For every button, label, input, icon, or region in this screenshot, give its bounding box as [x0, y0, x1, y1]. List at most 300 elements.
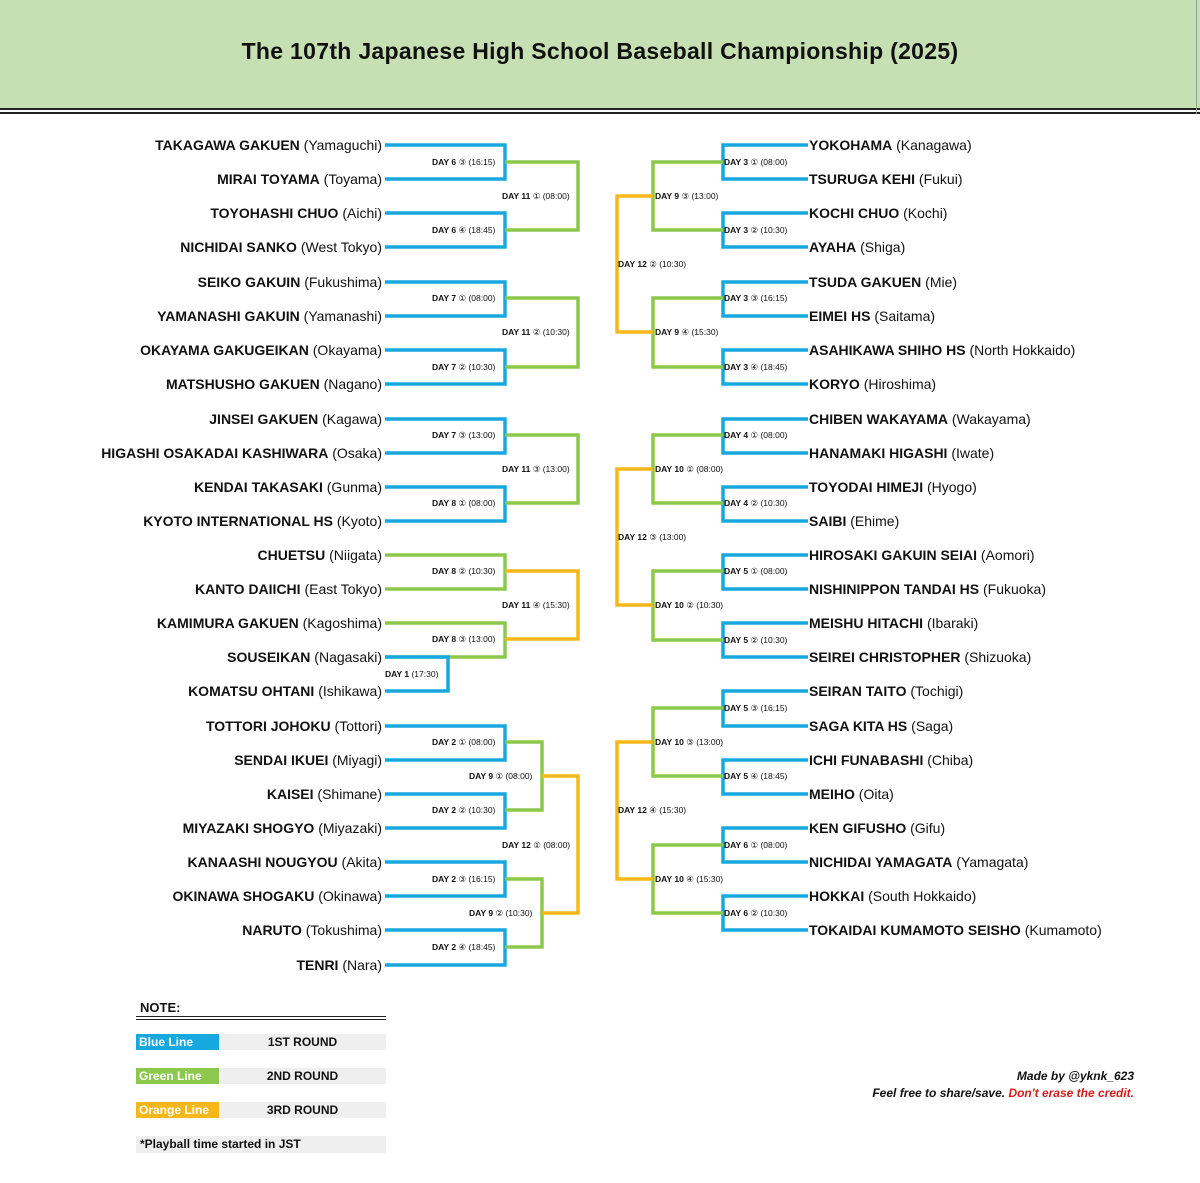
- left-match-label-13: [432, 942, 495, 953]
- match-day: DAY 5: [724, 703, 749, 713]
- right-team-11: [809, 478, 977, 496]
- team-prefecture: (Tottori): [330, 718, 382, 734]
- note-jst: *Playball time started in JST: [136, 1136, 386, 1153]
- match-day: DAY 10: [655, 737, 684, 747]
- match-day: DAY 5: [724, 566, 749, 576]
- team-prefecture: (Miyazaki): [314, 820, 382, 836]
- match-day: DAY 2: [432, 737, 457, 747]
- match-day: DAY 6: [724, 840, 749, 850]
- match-slot: ②: [493, 908, 504, 918]
- legend-text-round3: 3RD ROUND: [266, 1103, 339, 1117]
- team-prefecture: (Mie): [921, 274, 958, 290]
- team-prefecture: (Nagano): [319, 376, 382, 392]
- left-match-label-14: [502, 191, 570, 202]
- match-slot: ②: [748, 635, 759, 645]
- team-prefecture: (Okayama): [308, 342, 382, 358]
- right-team-1: [809, 136, 972, 154]
- match-time: (15:30): [693, 874, 724, 884]
- match-slot: ②: [748, 498, 759, 508]
- team-prefecture: (Aomori): [977, 547, 1035, 563]
- match-slot: ①: [683, 464, 694, 474]
- match-time: (08:00): [758, 430, 788, 440]
- legend-swatch-blue: Blue Line: [136, 1034, 219, 1050]
- team-prefecture: (West Tokyo): [296, 239, 382, 255]
- note-title: NOTE:: [140, 1000, 181, 1015]
- right-match-label-14: [655, 327, 718, 338]
- right-team-9: [809, 410, 1031, 428]
- match-day: DAY 12: [618, 805, 647, 815]
- right-match-label-8: [724, 635, 787, 646]
- right-team-19: [809, 751, 973, 769]
- match-time: (13:00): [466, 430, 496, 440]
- match-day: DAY 8: [432, 634, 457, 644]
- left-match-label-15: [502, 327, 570, 338]
- match-slot: ③: [646, 532, 657, 542]
- match-day: DAY 1: [385, 669, 410, 679]
- left-team-21: [183, 819, 382, 837]
- match-slot: ③: [456, 157, 467, 167]
- match-slot: ②: [748, 908, 759, 918]
- match-day: DAY 5: [724, 635, 749, 645]
- team-name: KEN GIFUSHO: [809, 820, 907, 836]
- team-prefecture: (Miyagi): [328, 752, 382, 768]
- right-match-label-5: [724, 430, 787, 441]
- legend-row-round2: [136, 1068, 386, 1084]
- match-time: (10:30): [503, 908, 533, 918]
- match-day: DAY 3: [724, 225, 749, 235]
- match-time: (10:30): [466, 362, 496, 372]
- match-time: (08:00): [693, 464, 724, 474]
- match-slot: ②: [456, 805, 467, 815]
- left-team-19: [234, 751, 382, 769]
- right-match-label-10: [724, 771, 787, 782]
- match-slot: ①: [530, 840, 541, 850]
- legend-swatch-orange: Orange Line: [136, 1102, 219, 1118]
- right-match-label-2: [724, 225, 787, 236]
- match-day: DAY 3: [724, 362, 749, 372]
- match-day: DAY 7: [432, 293, 457, 303]
- match-time: (18:45): [758, 362, 788, 372]
- team-prefecture: (Yamaguchi): [299, 137, 382, 153]
- team-name: SOUSEIKAN: [227, 649, 311, 665]
- left-match-label-1: [432, 157, 495, 168]
- team-prefecture: (Kyoto): [332, 513, 382, 529]
- match-slot: ①: [748, 840, 759, 850]
- left-team-9: [209, 410, 382, 428]
- match-time: (18:45): [466, 225, 496, 235]
- match-slot: ③: [456, 874, 467, 884]
- left-match-label-2: [432, 225, 495, 236]
- right-match-label-19: [618, 259, 686, 270]
- match-time: (18:45): [466, 942, 496, 952]
- team-prefecture: (Kochi): [899, 205, 948, 221]
- match-slot: ①: [748, 157, 759, 167]
- match-day: DAY 2: [432, 942, 457, 952]
- match-time: (10:30): [693, 600, 724, 610]
- team-name: ASAHIKAWA SHIHO HS: [809, 342, 966, 358]
- right-match-label-16: [655, 600, 723, 611]
- right-match-label-20: [618, 532, 686, 543]
- match-day: DAY 4: [724, 430, 749, 440]
- team-prefecture: (Hiroshima): [859, 376, 937, 392]
- match-time: (18:45): [758, 771, 788, 781]
- match-time: (15:30): [656, 805, 687, 815]
- left-team-17: [188, 682, 382, 700]
- team-prefecture: (Saga): [907, 718, 954, 734]
- match-slot: ②: [683, 600, 694, 610]
- team-prefecture: (Fukui): [915, 171, 963, 187]
- match-slot: ①: [748, 566, 759, 576]
- page-title: The 107th Japanese High School Baseball Championship (2025): [241, 38, 959, 64]
- team-name: AYAHA: [809, 239, 857, 255]
- right-team-17: [809, 682, 963, 700]
- team-prefecture: (Tochigi): [906, 683, 964, 699]
- team-prefecture: (Kumamoto): [1020, 922, 1102, 938]
- team-prefecture: (Shiga): [856, 239, 906, 255]
- team-prefecture: (Niigata): [325, 547, 382, 563]
- match-time: (10:30): [656, 259, 687, 269]
- match-time: (08:00): [466, 498, 496, 508]
- left-team-23: [172, 887, 382, 905]
- left-team-25: [296, 956, 382, 974]
- left-team-6: [157, 307, 382, 325]
- right-match-label-11: [724, 840, 787, 851]
- left-match-label-4: [432, 362, 495, 373]
- team-name: HOKKAI: [809, 888, 865, 904]
- team-name: JINSEI GAKUEN: [209, 411, 319, 427]
- match-time: (13:00): [693, 737, 724, 747]
- match-slot: ②: [646, 259, 657, 269]
- left-match-label-9: [385, 669, 438, 680]
- right-match-label-13: [655, 191, 718, 202]
- right-team-16: [809, 648, 1031, 666]
- match-time: (08:00): [758, 157, 788, 167]
- team-name: KAISEI: [266, 786, 314, 802]
- match-time: (08:00): [466, 737, 496, 747]
- right-match-label-6: [724, 498, 787, 509]
- match-time: (10:30): [758, 225, 788, 235]
- team-prefecture: (Shimane): [313, 786, 382, 802]
- match-slot: ①: [530, 191, 541, 201]
- team-name: MATSHUSHO GAKUEN: [165, 376, 320, 392]
- right-team-8: [809, 375, 936, 393]
- match-time: (08:00): [466, 293, 496, 303]
- team-name: MEISHU HITACHI: [809, 615, 924, 631]
- credit-author: Made by @yknk_623: [1016, 1069, 1134, 1083]
- team-name: NARUTO: [242, 922, 302, 938]
- team-name: OKINAWA SHOGAKU: [172, 888, 315, 904]
- legend-swatch-green: Green Line: [136, 1068, 219, 1084]
- right-team-14: [809, 580, 1046, 598]
- left-match-label-10: [432, 737, 495, 748]
- team-name: OKAYAMA GAKUGEIKAN: [140, 342, 309, 358]
- match-slot: ①: [748, 430, 759, 440]
- team-name: MIYAZAKI SHOGYO: [182, 820, 315, 836]
- match-slot: ①: [456, 498, 467, 508]
- team-name: HIGASHI OSAKADAI KASHIWARA: [101, 445, 329, 461]
- left-match-label-16: [502, 464, 570, 475]
- match-time: (16:15): [466, 157, 496, 167]
- team-prefecture: (North Hokkaido): [965, 342, 1076, 358]
- match-time: (10:30): [758, 635, 788, 645]
- match-day: DAY 11: [502, 464, 531, 474]
- match-day: DAY 9: [469, 771, 494, 781]
- team-name: KYOTO INTERNATIONAL HS: [143, 513, 333, 529]
- left-match-label-5: [432, 430, 495, 441]
- left-team-4: [180, 238, 382, 256]
- team-name: SAIBI: [809, 513, 847, 529]
- match-day: DAY 2: [432, 805, 457, 815]
- team-prefecture: (Okinawa): [314, 888, 382, 904]
- match-slot: ①: [493, 771, 504, 781]
- team-prefecture: (Toyama): [319, 171, 382, 187]
- match-time: (10:30): [758, 908, 788, 918]
- match-slot: ①: [456, 293, 467, 303]
- note-rule-1: [136, 1016, 386, 1017]
- right-team-7: [809, 341, 1075, 359]
- team-name: MIRAI TOYAMA: [217, 171, 320, 187]
- team-prefecture: (Kagoshima): [298, 615, 382, 631]
- team-name: TAKAGAWA GAKUEN: [155, 137, 300, 153]
- match-slot: ④: [679, 327, 690, 337]
- credit-warning: Don't erase the credit.: [1008, 1086, 1134, 1100]
- team-prefecture: (South Hokkaido): [864, 888, 977, 904]
- right-team-5: [809, 273, 957, 291]
- team-prefecture: (Nagasaki): [310, 649, 382, 665]
- left-match-label-12: [432, 874, 495, 885]
- right-team-3: [809, 204, 947, 222]
- team-name: TSURUGA KEHI: [809, 171, 916, 187]
- match-day: DAY 9: [655, 327, 680, 337]
- team-name: SEIREI CHRISTOPHER: [809, 649, 961, 665]
- team-prefecture: (Akita): [337, 854, 382, 870]
- match-time: (13:00): [466, 634, 496, 644]
- match-time: (08:00): [503, 771, 533, 781]
- team-name: ICHI FUNABASHI: [809, 752, 924, 768]
- team-name: YOKOHAMA: [809, 137, 893, 153]
- match-day: DAY 3: [724, 293, 749, 303]
- team-prefecture: (Ibaraki): [923, 615, 979, 631]
- team-name: KANTO DAIICHI: [195, 581, 301, 597]
- match-day: DAY 12: [502, 840, 531, 850]
- team-prefecture: (Nara): [338, 957, 382, 973]
- left-team-2: [217, 170, 382, 188]
- right-team-24: [809, 921, 1102, 939]
- match-slot: ④: [748, 362, 759, 372]
- team-prefecture: (Aichi): [338, 205, 382, 221]
- match-day: DAY 10: [655, 600, 684, 610]
- match-day: DAY 6: [432, 225, 457, 235]
- right-team-12: [809, 512, 899, 530]
- match-slot: ③: [748, 703, 759, 713]
- team-name: SEIRAN TAITO: [809, 683, 907, 699]
- team-prefecture: (Wakayama): [947, 411, 1031, 427]
- match-slot: ④: [683, 874, 694, 884]
- match-time: (10:30): [466, 566, 496, 576]
- legend-row-round3: [136, 1102, 386, 1118]
- match-day: DAY 5: [724, 771, 749, 781]
- team-name: NICHIDAI SANKO: [180, 239, 297, 255]
- left-team-7: [140, 341, 382, 359]
- team-prefecture: (Ehime): [846, 513, 900, 529]
- right-team-15: [809, 614, 978, 632]
- left-match-label-3: [432, 293, 495, 304]
- match-time: (16:15): [758, 293, 788, 303]
- left-match-label-6: [432, 498, 495, 509]
- match-time: (13:00): [656, 532, 687, 542]
- credit-share-text: Feel free to share/save.: [872, 1086, 1006, 1100]
- team-name: CHUETSU: [257, 547, 326, 563]
- team-name: TOYOHASHI CHUO: [210, 205, 339, 221]
- team-prefecture: (East Tokyo): [300, 581, 382, 597]
- match-day: DAY 8: [432, 498, 457, 508]
- match-time: (15:30): [689, 327, 719, 337]
- right-team-18: [809, 717, 953, 735]
- match-day: DAY 9: [655, 191, 680, 201]
- team-name: CHIBEN WAKAYAMA: [809, 411, 948, 427]
- match-day: DAY 6: [724, 908, 749, 918]
- team-name: KENDAI TAKASAKI: [194, 479, 323, 495]
- left-team-8: [166, 375, 382, 393]
- match-day: DAY 6: [432, 157, 457, 167]
- team-name: TOTTORI JOHOKU: [205, 718, 331, 734]
- right-team-20: [809, 785, 894, 803]
- match-time: (08:00): [540, 840, 571, 850]
- credit: [872, 1068, 1134, 1102]
- match-slot: ③: [530, 464, 541, 474]
- match-slot: ④: [456, 942, 467, 952]
- match-slot: ③: [683, 737, 694, 747]
- left-team-15: [157, 614, 382, 632]
- match-day: DAY 7: [432, 430, 457, 440]
- left-team-24: [242, 921, 382, 939]
- match-time: (08:00): [758, 840, 788, 850]
- team-name: KAMIMURA GAKUEN: [156, 615, 299, 631]
- credit-share: [872, 1085, 1134, 1102]
- team-name: SEIKO GAKUIN: [197, 274, 301, 290]
- left-team-13: [258, 546, 382, 564]
- left-team-5: [198, 273, 382, 291]
- right-team-22: [809, 853, 1028, 871]
- match-day: DAY 4: [724, 498, 749, 508]
- match-slot: ④: [456, 225, 467, 235]
- left-team-1: [155, 136, 382, 154]
- right-team-23: [809, 887, 976, 905]
- right-team-13: [809, 546, 1035, 564]
- match-time: (10:30): [466, 805, 496, 815]
- team-name: NICHIDAI YAMAGATA: [809, 854, 953, 870]
- team-name: KOMATSU OHTANI: [188, 683, 315, 699]
- team-prefecture: (Fukuoka): [979, 581, 1047, 597]
- right-match-label-15: [655, 464, 723, 475]
- match-day: DAY 3: [724, 157, 749, 167]
- note-rule-2: [136, 1019, 386, 1020]
- left-match-label-7: [432, 566, 495, 577]
- team-name: EIMEI HS: [809, 308, 871, 324]
- match-slot: ③: [679, 191, 690, 201]
- team-prefecture: (Gifu): [906, 820, 946, 836]
- left-team-18: [206, 717, 382, 735]
- team-prefecture: (Ishikawa): [314, 683, 382, 699]
- match-day: DAY 9: [469, 908, 494, 918]
- left-team-14: [195, 580, 382, 598]
- match-slot: ③: [456, 430, 467, 440]
- team-name: KORYO: [809, 376, 860, 392]
- team-prefecture: (Tokushima): [301, 922, 382, 938]
- team-name: KOCHI CHUO: [809, 205, 900, 221]
- team-name: SAGA KITA HS: [809, 718, 908, 734]
- team-name: HANAMAKI HIGASHI: [809, 445, 948, 461]
- team-prefecture: (Kanagawa): [892, 137, 972, 153]
- right-match-label-4: [724, 362, 787, 373]
- left-team-11: [194, 478, 382, 496]
- team-name: NISHINIPPON TANDAI HS: [809, 581, 980, 597]
- match-time: (10:30): [758, 498, 788, 508]
- match-time: (16:15): [466, 874, 496, 884]
- team-prefecture: (Yamagata): [952, 854, 1029, 870]
- left-team-22: [188, 853, 382, 871]
- match-time: (16:15): [758, 703, 788, 713]
- match-slot: ②: [530, 327, 541, 337]
- team-name: TSUDA GAKUEN: [809, 274, 922, 290]
- right-match-label-1: [724, 157, 787, 168]
- match-day: DAY 10: [655, 464, 684, 474]
- team-prefecture: (Chiba): [923, 752, 974, 768]
- match-time: (15:30): [540, 600, 570, 610]
- team-prefecture: (Fukushima): [300, 274, 382, 290]
- left-match-label-19: [469, 908, 532, 919]
- match-day: DAY 11: [502, 327, 531, 337]
- legend-row-round1: [136, 1034, 386, 1050]
- right-match-label-9: [724, 703, 787, 714]
- team-prefecture: (Yamanashi): [299, 308, 382, 324]
- match-slot: ②: [456, 566, 467, 576]
- match-time: (13:00): [689, 191, 719, 201]
- match-time: (10:30): [540, 327, 570, 337]
- match-slot: ④: [748, 771, 759, 781]
- match-time: (17:30): [409, 669, 439, 679]
- left-match-label-11: [432, 805, 495, 816]
- legend-text-round2: 2ND ROUND: [266, 1069, 339, 1083]
- right-match-label-18: [655, 874, 723, 885]
- right-team-10: [809, 444, 994, 462]
- team-prefecture: (Hyogo): [923, 479, 977, 495]
- right-match-label-21: [618, 805, 686, 816]
- left-match-label-20: [502, 840, 570, 851]
- match-day: DAY 2: [432, 874, 457, 884]
- team-name: MEIHO: [809, 786, 855, 802]
- right-match-label-12: [724, 908, 787, 919]
- team-prefecture: (Shizuoka): [960, 649, 1032, 665]
- match-day: DAY 11: [502, 600, 531, 610]
- legend-text-round1: 1ST ROUND: [267, 1035, 338, 1049]
- right-match-label-3: [724, 293, 787, 304]
- left-team-20: [267, 785, 382, 803]
- right-team-21: [809, 819, 945, 837]
- match-slot: ②: [456, 362, 467, 372]
- left-team-12: [143, 512, 382, 530]
- team-prefecture: (Iwate): [947, 445, 995, 461]
- team-name: TENRI: [296, 957, 339, 973]
- team-name: YAMANASHI GAKUIN: [157, 308, 300, 324]
- match-day: DAY 12: [618, 532, 647, 542]
- right-match-label-7: [724, 566, 787, 577]
- left-team-10: [101, 444, 382, 462]
- match-day: DAY 7: [432, 362, 457, 372]
- team-name: HIROSAKI GAKUIN SEIAI: [809, 547, 978, 563]
- match-slot: ③: [748, 293, 759, 303]
- match-time: (13:00): [540, 464, 570, 474]
